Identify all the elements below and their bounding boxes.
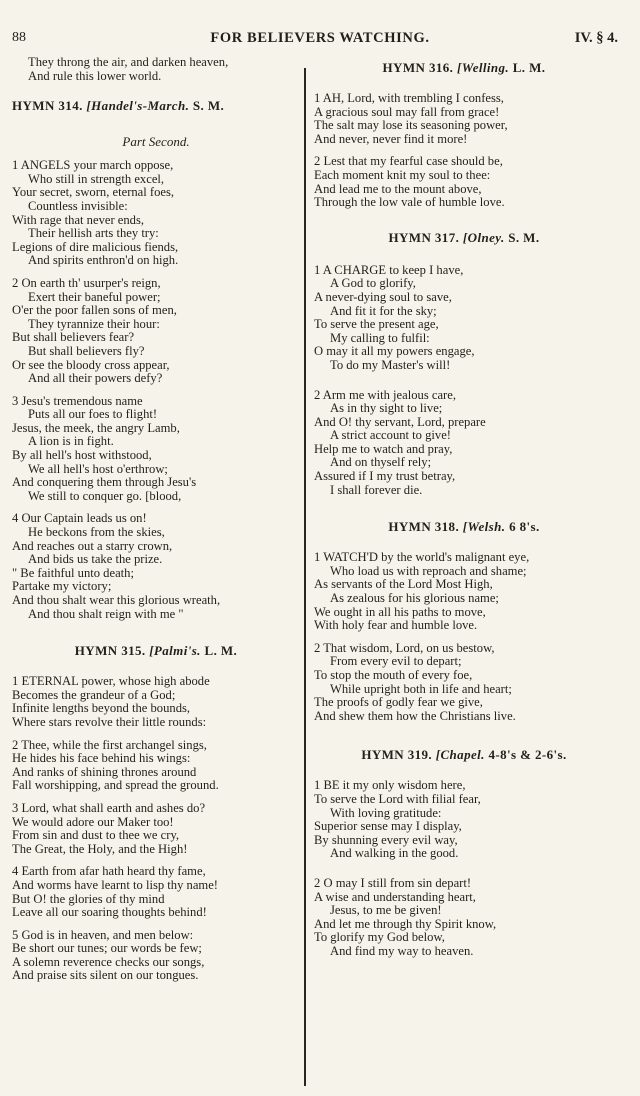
- hymn-line: And lead me to the mount above,: [314, 181, 482, 196]
- stanza: [12, 159, 300, 268]
- hymn-line: And thou shalt reign with me ": [28, 606, 184, 621]
- hymn-line: Help me to watch and pray,: [314, 441, 453, 456]
- hymn-line: 2 Lest that my fearful case should be,: [314, 154, 503, 169]
- hymn-line: Be short our tunes; our words be few;: [12, 941, 202, 956]
- stanza: [314, 389, 614, 498]
- hymn-318-heading: [314, 519, 614, 535]
- hymn-line: 1 ETERNAL power, whose high abode: [12, 674, 210, 689]
- hymn-meter: S. M.: [508, 229, 540, 245]
- hymn-line: We still to conquer go. [blood,: [28, 488, 182, 503]
- hymn-line: O may it all my powers engage,: [314, 344, 475, 359]
- stanza: [314, 155, 614, 209]
- hymn-line: And worms have learnt to lisp thy name!: [12, 877, 219, 892]
- hymn-line: But O! the glories of thy mind: [12, 891, 165, 906]
- hymn-line: The Great, the Holy, and the High!: [12, 841, 188, 856]
- hymn-line: Countless invisible:: [28, 198, 128, 213]
- hymn-number: HYMN 319.: [361, 747, 433, 763]
- hymn-line: Puts all our foes to flight!: [28, 407, 158, 422]
- hymn-line: With loving gratitude:: [330, 805, 442, 820]
- hymn-line: 2 That wisdom, Lord, on us bestow,: [314, 640, 495, 655]
- hymn-line: Where stars revolve their little rounds:: [12, 714, 207, 729]
- hymn-316-heading: [314, 60, 614, 76]
- right-column: [314, 56, 614, 959]
- hymn-line: 2 Arm me with jealous care,: [314, 387, 456, 402]
- hymn-tune: [Chapel.: [435, 747, 485, 763]
- hymn-line: By all hell's host withstood,: [12, 448, 152, 463]
- hymn-meter: 6 8's.: [509, 519, 540, 535]
- hymn-line: Fall worshipping, and spread the ground.: [12, 778, 219, 793]
- page-number: 88: [12, 30, 26, 45]
- hymn-tune: [Welsh.: [462, 519, 506, 535]
- hymn-line: And walking in the good.: [330, 846, 459, 861]
- hymn-meter: L. M.: [512, 60, 546, 75]
- hymn-line: I shall forever die.: [330, 482, 423, 497]
- hymn-line: 2 Thee, while the first archangel sings,: [12, 737, 207, 752]
- left-column: [12, 56, 300, 983]
- hymn-line: And praise sits silent on our tongues.: [12, 968, 199, 983]
- hymn-meter: 4-8's & 2-6's.: [488, 747, 567, 763]
- stanza: [314, 779, 614, 861]
- hymn-line: 5 God is in heaven, and men below:: [12, 927, 194, 942]
- hymn-line: While upright both in life and heart;: [330, 681, 512, 696]
- hymn-line: To stop the mouth of every foe,: [314, 668, 473, 682]
- hymn-number: HYMN 314.: [12, 98, 83, 114]
- hymn-line: He beckons from the skies,: [28, 525, 165, 540]
- running-title: FOR BELIEVERS WATCHING.: [210, 30, 430, 46]
- hymn-line: " Be faithful unto death;: [12, 565, 134, 580]
- hymn-line: And O! thy servant, Lord, prepare: [314, 414, 486, 429]
- hymn-line: 3 Lord, what shall earth and ashes do?: [12, 800, 206, 815]
- hymn-line: To glorify my God below,: [314, 930, 445, 945]
- hymn-line: Partake my victory;: [12, 579, 112, 594]
- hymn-line: Each moment knit my soul to thee:: [314, 167, 491, 182]
- hymn-tune: [Palmi's.: [149, 643, 201, 659]
- hymn-line: 1 AH, Lord, with trembling I confess,: [314, 91, 504, 105]
- part-subtitle: Part Second.: [122, 134, 190, 150]
- hymn-line: And conquering them through Jesu's: [12, 475, 197, 490]
- hymn-line: We would adore our Maker too!: [12, 814, 174, 829]
- hymn-319-heading: [314, 747, 614, 763]
- stanza: [12, 675, 300, 729]
- hymn-line: We ought in all his paths to move,: [314, 604, 486, 619]
- hymn-line: A wise and understanding heart,: [314, 889, 476, 904]
- hymn-line: As servants of the Lord Most High,: [314, 577, 493, 592]
- hymn-line: 1 ANGELS your march oppose,: [12, 158, 174, 173]
- stanza: [314, 264, 614, 373]
- hymn-line: They throng the air, and darken heaven,: [28, 55, 229, 69]
- hymn-line: 1 A CHARGE to keep I have,: [314, 262, 464, 277]
- hymn-line: 2 O may I still from sin depart!: [314, 875, 472, 890]
- hymn-line: And all their powers defy?: [28, 371, 163, 386]
- hymn-line: A lion is in fight.: [28, 434, 114, 449]
- hymn-line: Jesus, the meek, the angry Lamb,: [12, 420, 180, 435]
- stanza: [12, 802, 300, 856]
- hymn-meter: L. M.: [204, 643, 238, 659]
- stanza: [12, 739, 300, 793]
- hymn-line: We all hell's host o'erthrow;: [28, 461, 168, 476]
- hymn-line: Their hellish arts they try:: [28, 226, 159, 241]
- hymn-line: With holy fear and humble love.: [314, 618, 478, 633]
- hymn-line: To serve the Lord with filial fear,: [314, 791, 481, 806]
- hymn-line: Legions of dire malicious fiends,: [12, 239, 179, 254]
- hymn-line: And rule this lower world.: [28, 68, 162, 83]
- stanza: [314, 92, 614, 146]
- hymn-line: Or see the bloody cross appear,: [12, 357, 170, 372]
- hymn-line: And shew them how the Christians live.: [314, 708, 516, 723]
- hymn-line: To do my Master's will!: [330, 357, 451, 372]
- hymn-line: From every evil to depart;: [330, 654, 462, 669]
- hymn-line: Infinite lengths beyond the bounds,: [12, 701, 191, 716]
- stanza: [12, 865, 300, 919]
- hymn-line: My calling to fulfil:: [330, 330, 430, 345]
- hymn-line: Your secret, sworn, eternal foes,: [12, 185, 175, 200]
- stanza: [12, 929, 300, 983]
- hymn-line: Jesus, to me be given!: [330, 903, 442, 918]
- hymn-line: 3 Jesu's tremendous name: [12, 393, 143, 408]
- hymn-line: O'er the poor fallen sons of men,: [12, 303, 177, 318]
- section-marker: IV. § 4.: [574, 30, 618, 46]
- hymn-line: 4 Our Captain leads us on!: [12, 511, 147, 526]
- hymn-315-heading: [12, 643, 300, 659]
- hymn-line: To serve the present age,: [314, 317, 439, 332]
- hymn-line: And fit it for the sky;: [330, 303, 437, 318]
- hymn-number: HYMN 318.: [388, 519, 460, 535]
- hymn-line: A God to glorify,: [330, 276, 416, 291]
- hymn-tune: [Olney.: [462, 229, 505, 245]
- hymn-line: But shall believers fly?: [28, 343, 145, 358]
- hymn-number: HYMN 317.: [388, 229, 460, 245]
- hymn-line: The proofs of godly fear we give,: [314, 695, 483, 710]
- stanza: [12, 395, 300, 504]
- hymn-number: HYMN 315.: [74, 643, 146, 659]
- hymn-line: And spirits enthron'd on high.: [28, 253, 179, 268]
- hymn-line: And ranks of shining thrones around: [12, 764, 197, 779]
- hymn-line: The salt may lose its seasoning power,: [314, 118, 508, 133]
- column-divider: [304, 68, 306, 1086]
- hymn-line: And find my way to heaven.: [330, 943, 474, 958]
- hymn-line: And thou shalt wear this glorious wreath,: [12, 593, 221, 607]
- hymn-line: As zealous for his glorious name;: [330, 591, 499, 606]
- hymn-line: And never, never find it more!: [314, 131, 468, 146]
- hymn-line: Becomes the grandeur of a God;: [12, 687, 176, 702]
- hymn-line: Who still in strength excel,: [28, 171, 165, 186]
- hymn-317-heading: [314, 230, 614, 246]
- hymn-number: HYMN 316.: [382, 60, 454, 75]
- hymn-line: 1 BE it my only wisdom here,: [314, 778, 466, 793]
- hymn-line: A strict account to give!: [330, 428, 452, 443]
- hymn-line: And bids us take the prize.: [28, 552, 163, 567]
- hymn-314-heading: [12, 98, 300, 114]
- hymn-line: Leave all our soaring thoughts behind!: [12, 905, 207, 920]
- hymn-tune: [Welling.: [456, 60, 510, 75]
- hymn-line: A solemn reverence checks our songs,: [12, 954, 205, 969]
- hymn-line: From sin and dust to thee we cry,: [12, 828, 180, 843]
- hymn-line: Assured if I my trust betray,: [314, 469, 456, 484]
- hymn-line: By shunning every evil way,: [314, 832, 458, 847]
- hymn-meter: S. M.: [192, 98, 225, 114]
- stanza: [12, 277, 300, 386]
- hymn-line: And on thyself rely;: [330, 455, 432, 470]
- hymn-line: He hides his face behind his wings:: [12, 751, 191, 766]
- hymn-line: A gracious soul may fall from grace!: [314, 104, 500, 119]
- stanza: [12, 512, 300, 621]
- hymn-line: Through the low vale of humble love.: [314, 195, 505, 210]
- hymn-line: 2 On earth th' usurper's reign,: [12, 275, 161, 290]
- hymn-line: They tyrannize their hour:: [28, 316, 160, 331]
- stanza: [314, 551, 614, 633]
- hymn-line: And reaches out a starry crown,: [12, 538, 173, 553]
- hymn-line: Superior sense may I display,: [314, 819, 462, 834]
- hymn-line: A never-dying soul to save,: [314, 289, 452, 304]
- hymn-line: But shall believers fear?: [12, 330, 135, 345]
- hymn-line: As in thy sight to live;: [330, 401, 443, 416]
- stanza: [314, 642, 614, 724]
- page-header: [12, 30, 628, 50]
- hymn-line: 1 WATCH'D by the world's malignant eye,: [314, 550, 530, 565]
- stanza: [314, 877, 614, 959]
- hymn-line: 4 Earth from afar hath heard thy fame,: [12, 864, 206, 879]
- hymn-line: With rage that never ends,: [12, 212, 145, 227]
- hymn-line: And let me through thy Spirit know,: [314, 916, 497, 931]
- hymn-line: Who load us with reproach and shame;: [330, 563, 527, 578]
- hymn-tune: [Handel's-March.: [86, 98, 190, 114]
- hymn-line: Exert their baneful power;: [28, 289, 161, 304]
